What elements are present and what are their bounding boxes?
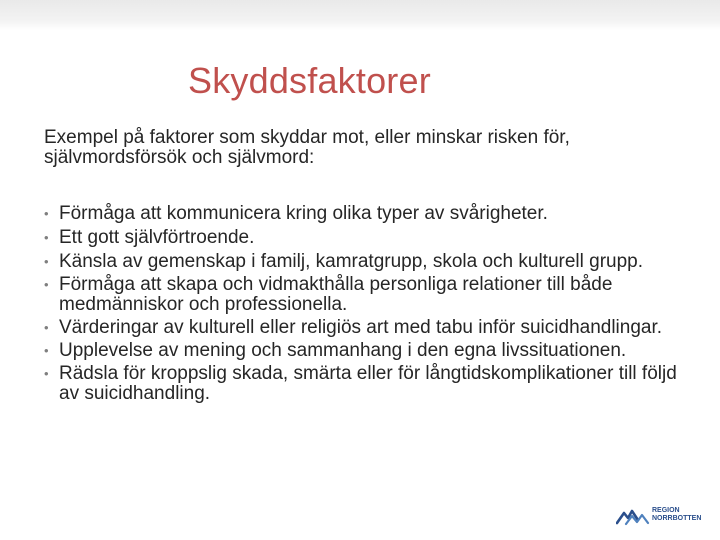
bullet-marker: • (44, 343, 49, 358)
region-norrbotten-logo-icon (616, 504, 650, 528)
logo-wordmark (652, 507, 701, 523)
bullet-text: Rädsla för kroppslig skada, smärta eller för långtidskomplikationer till följd av suicidhandling. (59, 363, 677, 404)
bullet-item (44, 316, 684, 339)
bullet-text: Ett gott självförtroende. (59, 227, 255, 248)
slide-title: Skyddsfaktorer (188, 60, 431, 101)
bullet-marker: • (44, 366, 49, 381)
bullet-text: Förmåga att skapa och vidmakthålla personliga relationer till både medmänniskor och professionella. (59, 274, 613, 315)
bullet-text: Värderingar av kulturell eller religiös art med tabu inför suicidhandlingar. (59, 317, 663, 338)
region-norrbotten-logo (616, 504, 700, 528)
bullet-text: Förmåga att kommunicera kring olika typer av svårigheter. (59, 203, 548, 224)
logo-line-1: REGION (652, 507, 680, 514)
bullet-item (44, 250, 684, 273)
bullet-marker: • (44, 320, 49, 335)
bullet-marker: • (44, 206, 49, 221)
logo-line-2: NORRBOTTEN (652, 515, 702, 522)
bullet-list (44, 202, 684, 405)
bullet-item (44, 339, 684, 362)
bullet-item (44, 226, 684, 250)
intro-text: Exempel på faktorer som skyddar mot, eller minskar risken för, självmordsförsök och självmord: (44, 127, 570, 168)
bullet-marker: • (44, 230, 49, 245)
bullet-marker: • (44, 254, 49, 269)
bullet-marker: • (44, 277, 49, 292)
bullet-item (44, 362, 684, 405)
bullet-item (44, 202, 684, 226)
bullet-text: Känsla av gemenskap i familj, kamratgrupp, skola och kulturell grupp. (59, 251, 644, 272)
top-decorative-band (0, 0, 720, 30)
bullet-item (44, 273, 684, 316)
bullet-text: Upplevelse av mening och sammanhang i den egna livssituationen. (59, 340, 627, 361)
